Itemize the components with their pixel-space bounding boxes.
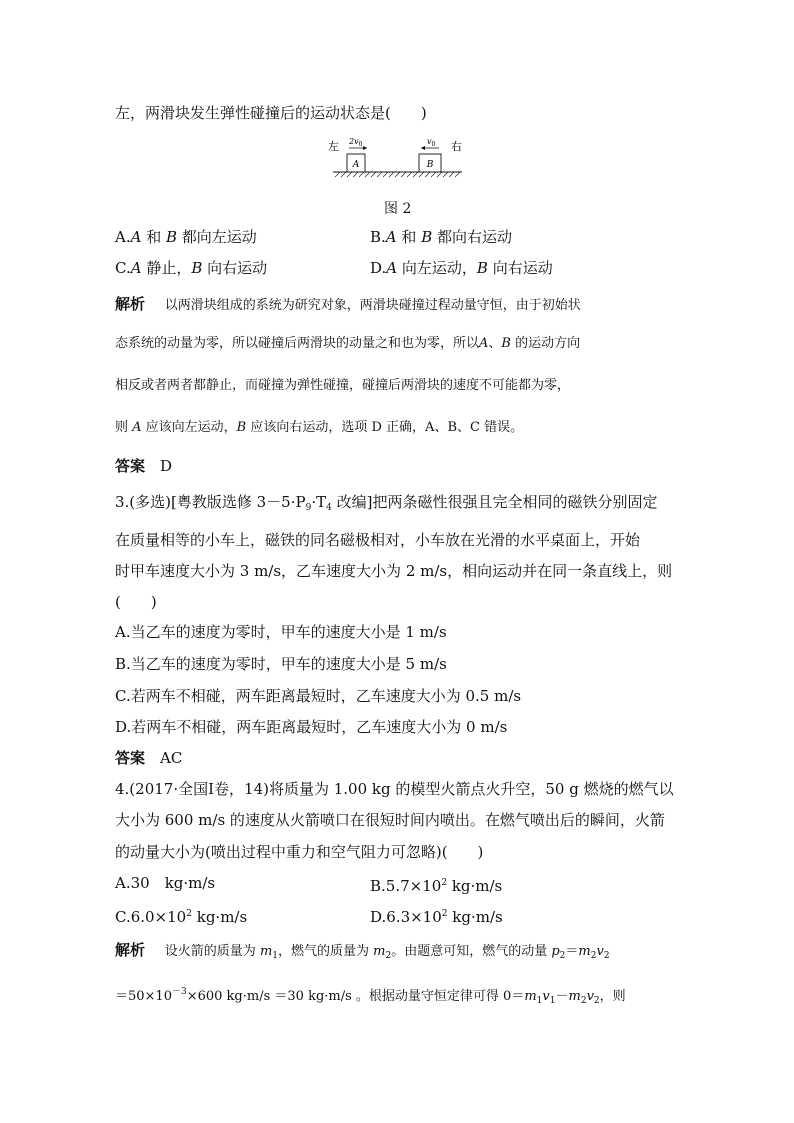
answer-value: AC [160,749,183,767]
q2-stem-end: 左，两滑块发生弹性碰撞后的运动状态是( ) [115,104,427,122]
q3-line-1: 3.(多选)[粤教版选修 $3-5\cdot P_9\cdot T_4$ 改编]把两条磁性很强且完全相同的磁铁分别固定 [115,493,658,513]
velocity-b-label: $v_0$ [427,137,436,148]
answer-label: 答案 [115,749,146,767]
q3-line-3: 时甲车速度大小为 3 m/s，乙车速度大小为 2 m/s，相向运动并在同一条直线上，则 [115,562,673,580]
q3-option-d: D.若两车不相碰，两车距离最短时，乙车速度大小为 0 m/s [115,718,508,736]
q3-answer [115,748,182,768]
q3-option-c: C.若两车不相碰，两车距离最短时，乙车速度大小为 0.5 m/s [115,687,522,705]
q2-option-d: D.A 向左运动，B 向右运动 [370,259,553,277]
q3-option-a: A.当乙车的速度为零时，甲车的速度大小是 1 m/s [115,623,447,641]
velocity-b-arrowhead [421,146,425,150]
velocity-a-arrowhead [363,146,367,150]
block-b-label: B [426,160,434,170]
q4-option-a: A.30 kg·m/s [115,874,216,892]
q3-line-4: ( ) [115,593,157,611]
q2-analysis-line-4: 则 A 应该向左运动，B 应该向右运动，选项 D 正确，A、B、C 错误。 [115,420,524,435]
analysis-label: 解析 [115,295,146,313]
q2-analysis-line-3: 相反或者两者都静止，而碰撞为弹性碰撞，碰撞后两滑块的速度不可能都为零， [115,378,571,393]
q2-analysis-line-2: 态系统的动量为零，所以碰撞后两滑块的动量之和也为零，所以A、B 的运动方向 [115,336,581,351]
velocity-a-label: $2v_0$ [349,137,363,148]
ground-hatching [335,172,460,177]
q4-line-2: 大小为 600 m/s 的速度从火箭喷口在很短时间内喷出。在燃气喷出后的瞬间，火箭 [115,811,665,829]
q4-option-d: $D.6.3\times 10^2$ kg·m/s [370,908,503,926]
q3-line-2: 在质量相等的小车上，磁铁的同名磁极相对，小车放在光滑的水平桌面上，开始 [115,531,641,549]
figure-caption: 图 2 [384,201,412,217]
collision-diagram [325,133,465,185]
q2-option-c: C.A 静止，B 向右运动 [115,259,268,277]
q2-analysis-line-1: 解析 以两滑块组成的系统为研究对象，两滑块碰撞过程动量守恒，由于初始状 [115,295,581,313]
q3-option-b: B.当乙车的速度为零时，甲车的速度大小是 5 m/s [115,655,447,673]
figure-left-label: 左 [328,140,339,153]
q2-answer [115,456,172,476]
q4-line-1: 4.(2017·全国Ⅰ卷，14)将质量为 1.00 kg 的模型火箭点火升空，50 g 燃烧的燃气以 [115,780,674,798]
figure-right-label: 右 [451,140,462,153]
block-a-label: A [352,160,360,170]
answer-label: 答案 [115,457,146,475]
analysis-label: 解析 [115,941,146,959]
q4-option-c: $C.6.0\times 10^2$ kg·m/s [115,908,248,926]
answer-value: D [160,457,173,475]
q4-option-b: $B.5.7\times 10^2$ kg·m/s [370,877,503,895]
q4-line-3: 的动量大小为(喷出过程中重力和空气阻力可忽略)( ) [115,843,484,861]
q4-analysis-line-1: 解析 设火箭的质量为 $m_1$，燃气的质量为 $m_2$。由题意可知，燃气的动量 $p_2=m_2v_2$ [115,941,610,961]
q2-option-a: A.A 和 B 都向左运动 [115,228,257,246]
q2-option-b: B.A 和 B 都向右运动 [370,228,512,246]
q4-analysis-line-2: $=50\times 10^{-3}\times 600$ kg·m/s ＝30 kg·m/s 。根据动量守恒定律可得 $0=m_1v_1-m_2v_2$，则 [115,987,626,1006]
